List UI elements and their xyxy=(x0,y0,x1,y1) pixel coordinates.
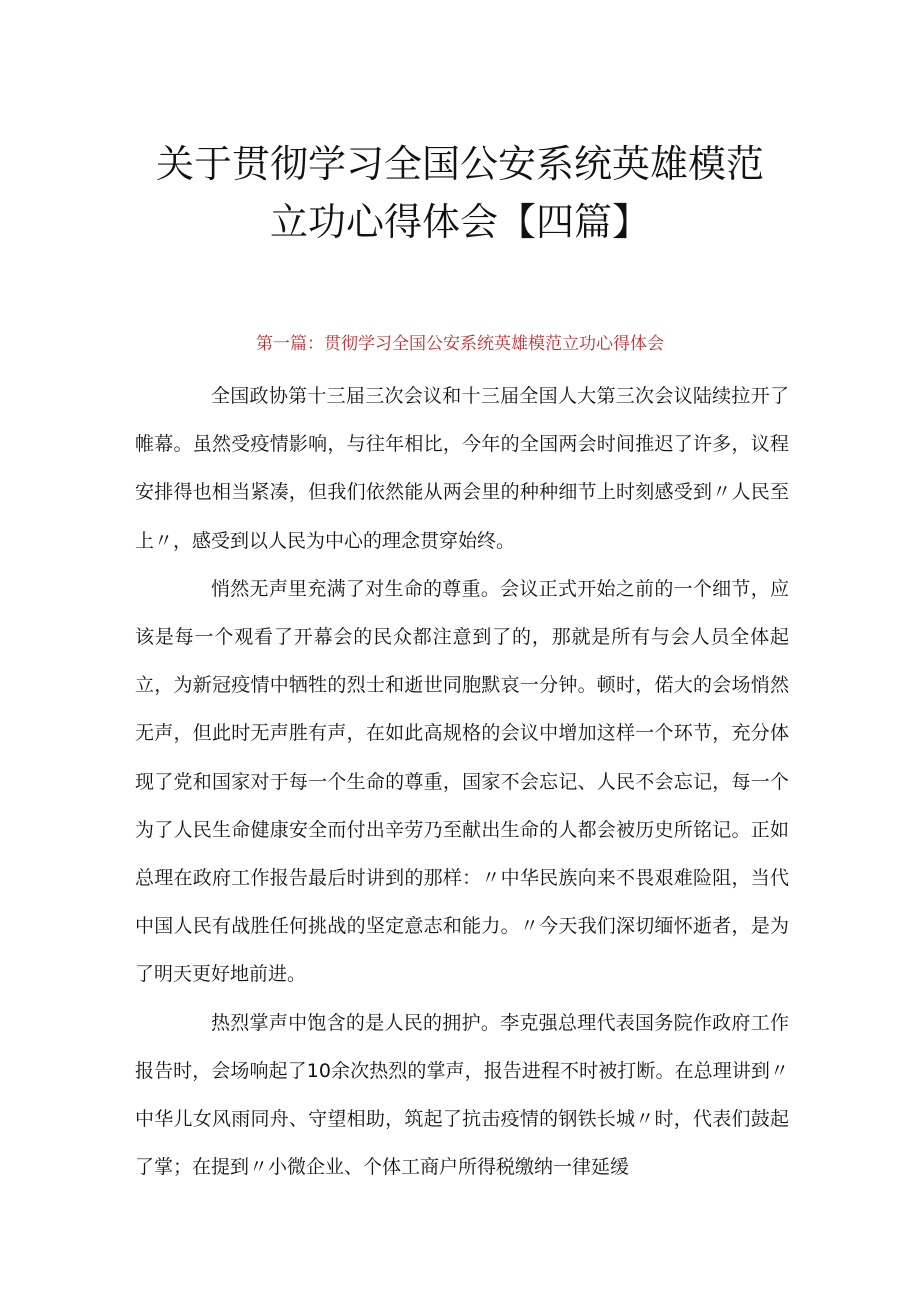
document-title-line-1: 关于贯彻学习全国公安系统英雄模范 xyxy=(155,142,764,186)
section-heading: 第一篇：贯彻学习全国公安系统英雄模范立功心得体会 xyxy=(256,334,664,354)
document-title-line-2: 立功心得体会【四篇】 xyxy=(269,200,650,244)
paragraph-1: 全国政协第十三届三次会议和十三届全国人大第三次会议陆续拉开了帷幕。虽然受疫情影响，与往年相比，今年的全国两会时间推迟了许多，议程安排得也相当紧凑，但我们依然能从两会里的种种细节上时刻感受到〃人民至上〃，感受到以人民为中心的理念贯穿始终。 xyxy=(135,385,789,552)
paragraph-3: 热烈掌声中饱含的是人民的拥护。李克强总理代表国务院作政府工作报告时，会场响起了10余次热烈的掌声，报告进程不时被打断。在总理讲到〃中华儿女风雨同舟、守望相助，筑起了抗击疫情的钢铁长城〃时，代表们鼓起了掌；在提到〃小微企业、个体工商户所得税缴纳一律延缓 xyxy=(135,1011,789,1179)
document-body xyxy=(135,372,789,1191)
paragraph-2: 悄然无声里充满了对生命的尊重。会议正式开始之前的一个细节，应该是每一个观看了开幕会的民众都注意到了的，那就是所有与会人员全体起立，为新冠疫情中牺牲的烈士和逝世同胞默哀一分钟。顿时，偌大的会场悄然无声，但此时无声胜有声，在如此高规格的会议中增加这样一个环节，充分体现了党和国家对于每一个生命的尊重，国家不会忘记、人民不会忘记，每一个为了人民生命健康安全而付出辛劳乃至献出生命的人都会被历史所铭记。正如总理在政府工作报告最后时讲到的那样：〃中华民族向来不畏艰难险阻，当代中国人民有战胜任何挑战的坚定意志和能力。〃今天我们深切缅怀逝者，是为了明天更好地前进。 xyxy=(135,577,789,986)
